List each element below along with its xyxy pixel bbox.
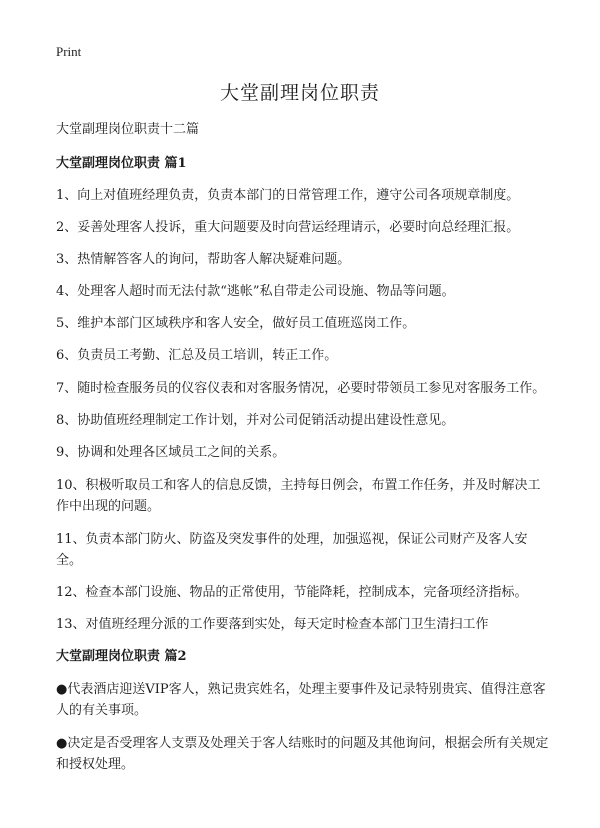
list-item: 11、负责本部门防火、防盗及突发事件的处理，加强巡视，保证公司财产及客人安全。 <box>56 532 528 568</box>
list-item: 3、热情解答客人的询问，帮助客人解决疑难问题。 <box>56 252 351 267</box>
document-subtitle: 大堂副理岗位职责十二篇 <box>56 122 200 137</box>
list-item: ●代表酒店迎送VIP客人，熟记贵宾姓名，处理主要事件及记录特别贵宾、值得注意客人的有关事项。 <box>56 682 546 718</box>
list-item: ●决定是否受理客人支票及处理关于客人结账时的问题及其他询问，根据会所有关规定和授权处理。 <box>56 736 549 772</box>
list-item: 1、向上对值班经理负责，负责本部门的日常管理工作，遵守公司各项规章制度。 <box>56 188 520 203</box>
list-item: 12、检查本部门设施、物品的正常使用，节能降耗，控制成本，完备项经济指标。 <box>56 585 528 600</box>
list-item: 10、积极听取员工和客人的信息反馈，主持每日例会，布置工作任务，并及时解决工作中出现的问题。 <box>56 478 541 514</box>
list-item: 6、负责员工考勤、汇总及员工培训，转正工作。 <box>56 348 338 363</box>
document-body <box>56 120 552 787</box>
section-heading: 大堂副理岗位职责 篇1 <box>56 156 187 171</box>
page-title: 大堂副理岗位职责 <box>219 82 380 104</box>
list-item: 4、处理客人超时而无法付款“逃帐”私自带走公司设施、物品等问题。 <box>56 284 455 299</box>
list-item: 9、协调和处理各区域员工之间的关系。 <box>56 445 286 460</box>
list-item: 8、协助值班经理制定工作计划，并对公司促销活动提出建设性意见。 <box>56 413 455 428</box>
list-item: 5、维护本部门区域秩序和客人安全，做好员工值班巡岗工作。 <box>56 316 416 331</box>
print-link[interactable]: Print <box>56 44 82 59</box>
list-item: 13、对值班经理分派的工作要落到实处，每天定时检查本部门卫生清扫工作 <box>56 617 489 632</box>
list-item: 7、随时检查服务员的仪容仪表和对客服务情况，必要时带领员工参见对客服务工作。 <box>56 381 546 396</box>
section-heading: 大堂副理岗位职责 篇2 <box>56 649 187 664</box>
list-item: 2、妥善处理客人投诉，重大问题要及时向营运经理请示，必要时向总经理汇报。 <box>56 220 520 235</box>
